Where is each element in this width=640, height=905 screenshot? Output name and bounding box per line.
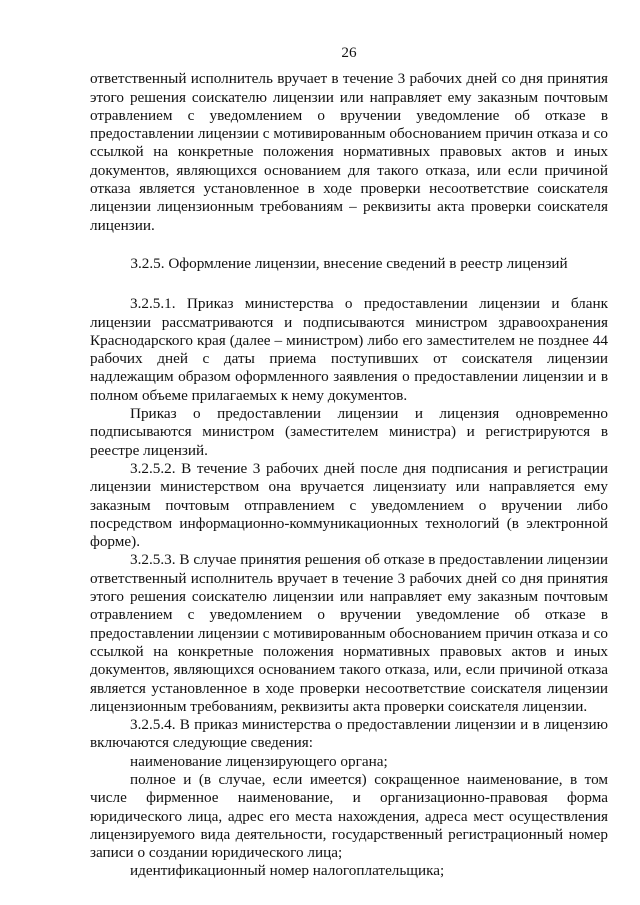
paragraph-3-2-5-3: 3.2.5.3. В случае принятия решения об отказе в предоставлении лицензии ответственный исполнитель вручает в течение 3 рабочих дней со дня принятия этого решения соискателю лицензии или направляет ему заказным почтовым отравлением с уведомлением о вручении уведомление об отказе в предоставлении лицензии с мотивированным обоснованием причин отказа и со ссылкой на конкретные положения нормативных правовых актов и иных документов, являющихся основанием такого отказа, или, если причиной отказа является установленное в ходе проверки несоответствие соискателя лицензии лицензионным требованиям, реквизиты акта проверки соискателя лицензии. [90,551,608,715]
paragraph-3-2-5-1: 3.2.5.1. Приказ министерства о предоставлении лицензии и бланк лицензии рассматриваются и подписываются министром здравоохранения Краснодарского края (далее – министром) либо его заместителем не позднее 44 рабочих дней с даты приема поступивших от соискателя лицензии надлежащим образом оформленного заявления о предоставлении лицензии и в полном объеме прилагаемых к нему документов. [90,295,608,404]
paragraph-3-2-5-2: 3.2.5.2. В течение 3 рабочих дней после дня подписания и регистрации лицензии министерством она вручается лицензиату или направляется ему заказным почтовым отправлением с уведомлением о вручении либо посредством информационно-коммуникационных технологий (в электронной форме). [90,459,608,551]
section-heading: 3.2.5. Оформление лицензии, внесение сведений в реестр лицензий [130,254,568,272]
list-item-legal-entity-name: полное и (в случае, если имеется) сокращенное наименование, в том числе фирменное наименование, и организационно-правовая форма юридического лица, адрес его места нахождения, адреса мест осуществления лицензируемого вида деятельности, государственный регистрационный номер записи о создании юридического лица; [90,770,608,862]
page-number: 26 [341,44,357,61]
paragraph-continuation: ответственный исполнитель вручает в течение 3 рабочих дней со дня принятия этого решения соискателю лицензии или направляет ему заказным почтовым отравлением с уведомлением о вручении уведомление об отказе в предоставлении лицензии с мотивированным обоснованием причин отказа и со ссылкой на конкретные положения нормативных правовых актов и иных документов, являющихся основанием для такого отказа, или если причиной отказа является установленное в ходе проверки несоответствие соискателя лицензии лицензионным требованиям – реквизиты акта проверки соискателя лицензии. [90,70,608,234]
paragraph-3-2-5-4: 3.2.5.4. В приказ министерства о предоставлении лицензии и в лицензию включаются следующие сведения: [90,716,608,752]
paragraph-order-signing: Приказ о предоставлении лицензии и лицензия одновременно подписываются министром (заместителем министра) и регистрируются в реестре лицензий. [90,405,608,459]
list-item-authority-name: наименование лицензирующего органа; [130,752,388,770]
list-item-taxpayer-id: идентификационный номер налогоплательщика; [130,862,445,880]
